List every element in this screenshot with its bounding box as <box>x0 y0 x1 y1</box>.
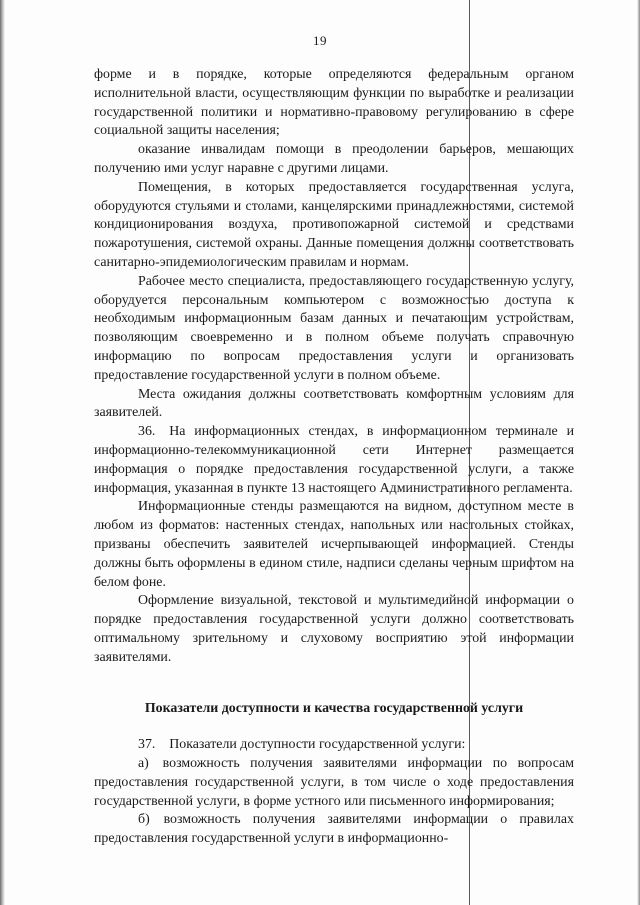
document-body <box>94 66 574 849</box>
paragraph-waiting-areas: Места ожидания должны соответствовать комфортным условиям для заявителей. <box>94 386 574 421</box>
page-number: 19 <box>313 33 327 48</box>
section-heading: Показатели доступности и качества государственной услуги <box>144 700 524 716</box>
paragraph-clause-36: 36. На информационных стендах, в информационном терминале и информационно-телекоммуникационной сети Интернет размещается информация о порядке предоставления государственной услуги, а также информация, указанная в пункте 13 настоящего Административного регламента. <box>94 424 574 496</box>
scan-left-edge <box>0 0 5 905</box>
paragraph-continuation: форме и в порядке, которые определяются федеральным органом исполнительной власти, осуществляющим функции по выработке и реализации государственной политики и нормативно-правовому регулированию в сфере социальной защиты населения; <box>94 67 574 139</box>
paragraph-design: Оформление визуальной, текстовой и мультимедийной информации о порядке предоставления государственной услуги должно соответствовать оптимальному зрительному и слуховому восприятию этой информации заявителями. <box>94 593 574 665</box>
paragraph-workplace: Рабочее место специалиста, предоставляющего государственную услугу, оборудуется персональным компьютером с возможностью доступа к необходимым информационным базам данных и печатающим устройствам, позволяющим своевременно и в полном объеме получать справочную информацию по вопросам предоставления услуги и организовать предоставление государственной услуги в полном объеме. <box>94 273 574 383</box>
paragraph-info-stands: Информационные стенды размещаются на видном, доступном месте в любом из форматов: настенных стендах, напольных или настольных стойках, призваны обеспечить заявителей исчерпывающей информацией. Стенды должны быть оформлены в едином стиле, надписи сделаны черным шрифтом на белом фоне. <box>94 499 574 590</box>
paragraph-assistance: оказание инвалидам помощи в преодолении барьеров, мешающих получению ими услуг наравне с другими лицами. <box>94 142 574 176</box>
paragraph-premises: Помещения, в которых предоставляется государственная услуга, оборудуются стульями и столами, канцелярскими принадлежностями, системой кондиционирования воздуха, противопожарной системой и средствами пожаротушения, системой охраны. Данные помещения должны соответствовать санитарно-эпидемиологическим правилам и нормам. <box>94 179 574 270</box>
list-item-b: б) возможность получения заявителями информации о правилах предоставления государственной услуги в информационно- <box>94 812 574 847</box>
list-item-a: а) возможность получения заявителями информации по вопросам предоставления государственной услуги, в том числе о ходе предоставления государственной услуги, в форме устного или письменного информирования; <box>94 756 574 809</box>
paragraph-clause-37: 37. Показатели доступности государственной услуги: <box>138 737 466 753</box>
